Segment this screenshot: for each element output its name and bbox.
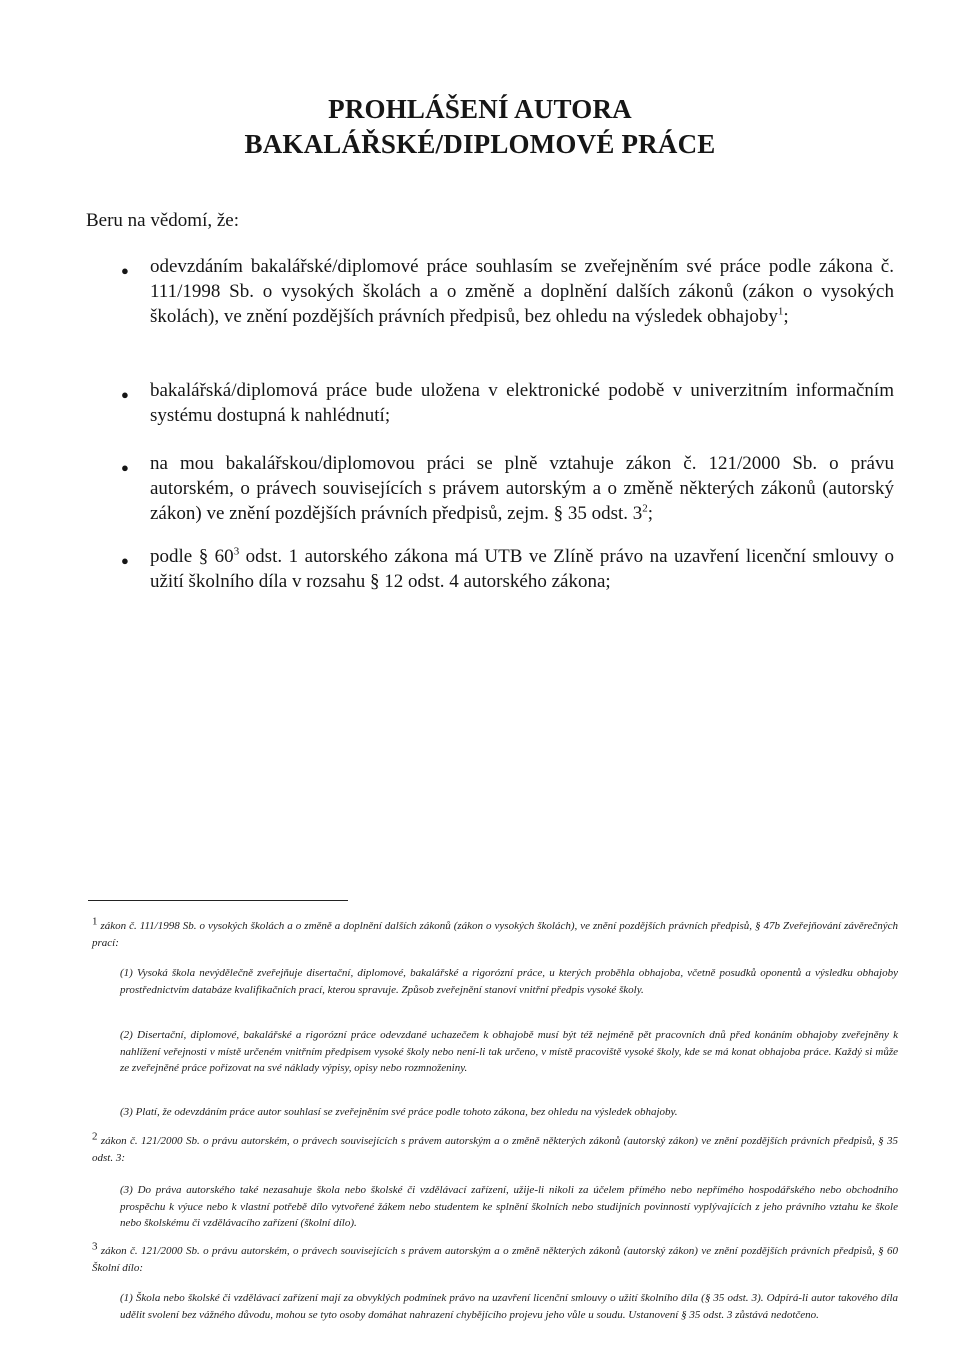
footnote-reference: 2 bbox=[642, 502, 648, 515]
list-item-text: odevzdáním bakalářské/diplomové práce souhlasím se zveřejněním své práce podle zákona č. 111/1998 Sb. o vysokých školách a o změně a doplnění dalších zákonů (zákon o vysokých školách), ve znění pozdějších právních předpisů, bez ohledu na výsledek obhajoby bbox=[150, 256, 894, 327]
list-item-text: na mou bakalářskou/diplomovou práci se plně vztahuje zákon č. 121/2000 Sb. o právu autorském, o právech souvisejících s právem autorským a o změně některých zákonů (autorský zákon) ve znění pozdějších právních předpisů, zejm. § 35 odst. 3 bbox=[150, 453, 894, 524]
list-item-text-end: ; bbox=[783, 306, 789, 327]
list-item bbox=[150, 254, 894, 329]
footnote-2-paragraph-1: (3) Do práva autorského také nezasahuje škola nebo školské či vzdělávací zařízení, užije-li nikoli za účelem přímého nebo nepřímého hospodářského nebo obchodního prospěchu k výuce nebo k vlastní potřebě dílo vytvořené žákem nebo studentem ke splnění školních nebo studijních povinností vyplývajících z jeho právního vztahu ke škole nebo školskému či vzdělávacího zařízení (školní dílo). bbox=[120, 1184, 898, 1229]
footnote-mark: 3 bbox=[92, 1240, 98, 1253]
footnote-reference: 3 bbox=[233, 545, 240, 558]
footnote-text: zákon č. 121/2000 Sb. o právu autorském, o právech souvisejících s právem autorským a o změně některých zákonů (autorský zákon) ve znění pozdějších právních předpisů, § 35 odst. 3: bbox=[92, 1135, 898, 1164]
footnote-separator bbox=[88, 900, 348, 901]
footnote-1 bbox=[92, 915, 899, 951]
list-item-text-end: odst. 1 autorského zákona má UTB ve Zlíně právo na uzavření licenční smlouvy o užití školního díla v rozsahu § 12 odst. 4 autorského zákona; bbox=[150, 546, 894, 592]
intro-text: Beru na vědomí, že: bbox=[86, 210, 240, 231]
footnote-text: zákon č. 121/2000 Sb. o právu autorském, o právech souvisejících s právem autorským a o změně některých zákonů (autorský zákon) ve znění pozdějších právních předpisů, § 60 Školní dílo: bbox=[92, 1245, 898, 1274]
document-title-line-1: PROHLÁŠENÍ AUTORA bbox=[328, 94, 632, 124]
list-item-text-end: ; bbox=[647, 503, 654, 524]
footnote-mark: 1 bbox=[92, 915, 98, 928]
footnote-3-paragraph-1: (1) Škola nebo školské či vzdělávací zařízení mají za obvyklých podmínek právo na uzavření licenční smlouvy o užití školního díla (§ 35 odst. 3). Odpírá-li autor takového díla udělit svolení bez vážného důvodu, mohou se tyto osoby domáhat nahrazení chybějícího projevu jeho vůle u soudu. Ustanovení § 35 odst. 3 zůstává nedotčeno. bbox=[120, 1292, 898, 1321]
footnote-1-paragraph-3: (3) Platí, že odevzdáním práce autor souhlasí se zveřejněním své práce podle tohoto zákona, bez ohledu na výsledek obhajoby. bbox=[120, 1106, 678, 1118]
list-item-text: podle § 60 bbox=[150, 546, 234, 567]
footnote-1-paragraph-1: (1) Vysoká škola nevýdělečně zveřejňuje disertační, diplomové, bakalářské a rigorózní práce, u kterých proběhla obhajoba, včetně posudků oponentů a výsledku obhajoby prostřednictvím databáze kvalifikačních prací, kterou spravuje. Způsob zveřejnění stanoví vnitřní předpis vysoké školy. bbox=[120, 967, 898, 996]
bullet-icon: ● bbox=[121, 387, 129, 402]
list-item bbox=[150, 378, 894, 428]
footnote-3 bbox=[92, 1240, 898, 1276]
footnote-2 bbox=[92, 1130, 898, 1166]
list-item-text: bakalářská/diplomová práce bude uložena v elektronické podobě v univerzitním informačním systému dostupná k nahlédnutí; bbox=[150, 380, 894, 426]
footnote-1-paragraph-2: (2) Disertační, diplomové, bakalářské a rigorózní práce odevzdané uchazečem k obhajobě musí být též nejméně pět pracovních dnů před konáním obhajoby zveřejněny k nahlížení veřejnosti v místě určeném vnitřním předpisem vysoké školy nebo není-li tak určeno, v místě pracoviště vysoké školy, kde se má konat obhajoba práce. Každý si může ze zveřejněné práce pořizovat na své náklady výpisy, opisy nebo rozmnoženiny. bbox=[120, 1029, 898, 1074]
footnote-text: zákon č. 111/1998 Sb. o vysokých školách a o změně a doplnění dalších zákonů (zákon o vysokých školách), ve znění pozdějších právních předpisů, § 47b Zveřejňování závěrečných prací: bbox=[92, 920, 899, 949]
footnote-reference: 1 bbox=[777, 305, 784, 318]
bullet-icon: ● bbox=[121, 460, 129, 475]
footnote-mark: 2 bbox=[92, 1130, 98, 1143]
bullet-icon: ● bbox=[121, 553, 129, 568]
list-item bbox=[150, 544, 894, 594]
list-item bbox=[150, 451, 894, 526]
document-title-line-2: BAKALÁŘSKÉ/DIPLOMOVÉ PRÁCE bbox=[244, 129, 716, 159]
bullet-icon: ● bbox=[121, 263, 129, 278]
